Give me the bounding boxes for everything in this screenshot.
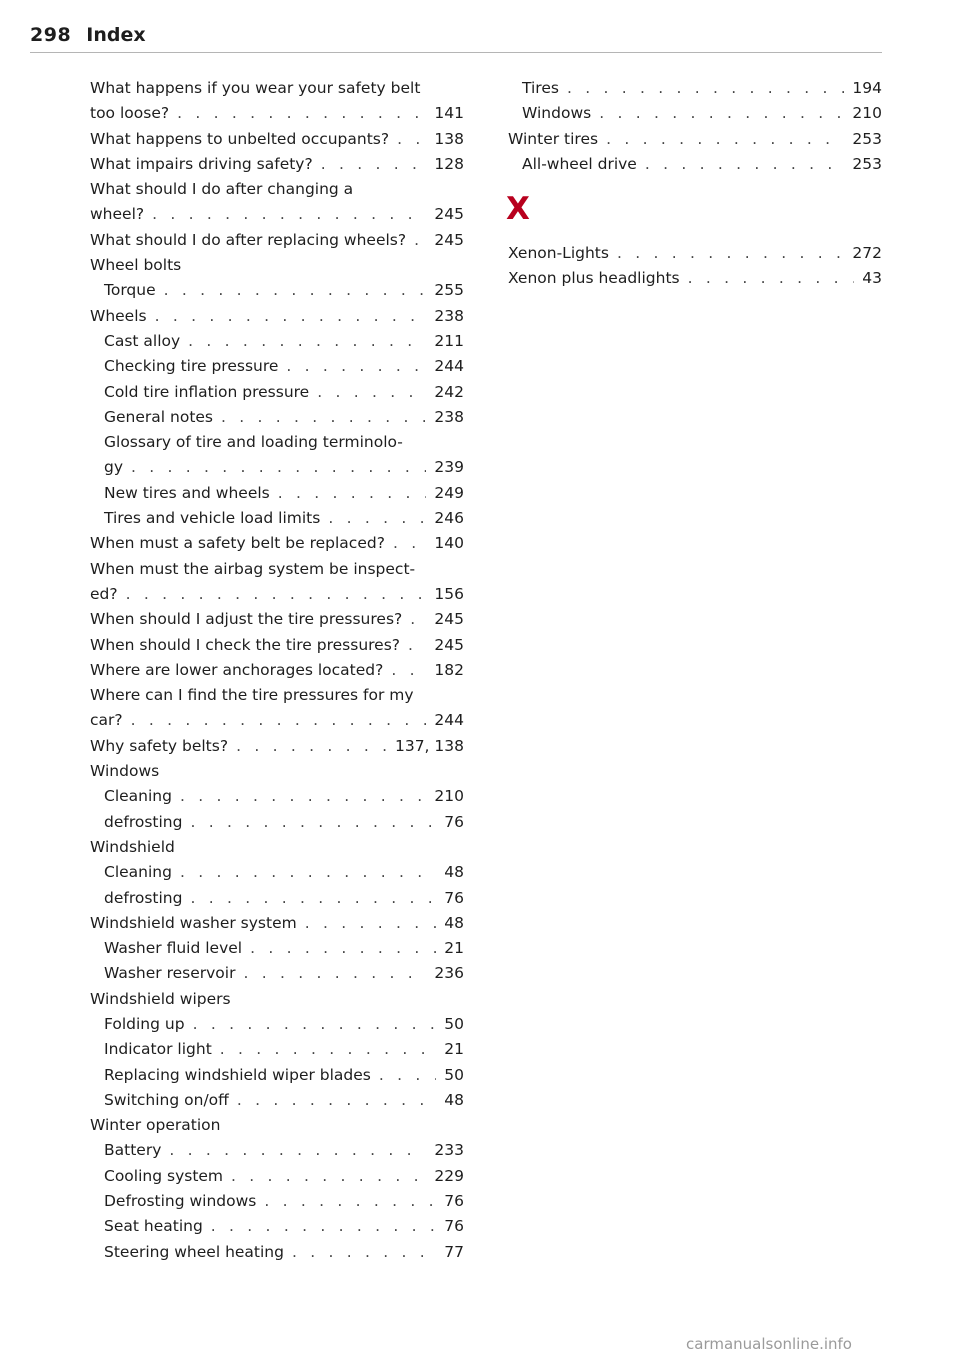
index-entry-text: too loose? <box>90 104 170 123</box>
index-entry-text: What impairs driving safety? <box>90 154 313 173</box>
dot-leader <box>188 329 426 354</box>
index-subentry <box>90 354 464 379</box>
index-entry-text: Seat heating <box>104 1217 203 1236</box>
page-reference[interactable]: 272 <box>852 244 882 263</box>
index-entry <box>90 253 464 278</box>
index-entry-text: Cleaning <box>104 863 172 882</box>
page-reference[interactable]: 21 <box>444 939 464 958</box>
index-subentry <box>90 430 464 481</box>
page-reference[interactable]: 48 <box>444 863 464 882</box>
page-reference[interactable]: 210 <box>852 104 882 123</box>
page-reference[interactable]: 253 <box>852 154 882 173</box>
dot-leader <box>379 1063 436 1088</box>
index-subentry <box>508 76 882 101</box>
index-entry-text: Windshield <box>90 837 175 856</box>
dot-leader <box>278 481 427 506</box>
index-entry <box>508 266 882 291</box>
index-entry-text: car? <box>90 711 123 730</box>
dot-leader <box>688 266 855 291</box>
index-entry <box>90 683 464 734</box>
page-reference[interactable]: 77 <box>444 1242 464 1261</box>
header-rule <box>30 52 882 53</box>
page-reference[interactable]: 76 <box>444 812 464 831</box>
index-subentry <box>90 1240 464 1265</box>
index-entry <box>90 304 464 329</box>
index-entry-text: Replacing windshield wiper blades <box>104 1065 371 1084</box>
index-entry <box>90 152 464 177</box>
dot-leader <box>410 607 426 632</box>
page-reference[interactable]: 246 <box>434 509 464 528</box>
page-reference[interactable]: 141 <box>434 104 464 123</box>
page-reference[interactable]: 245 <box>434 610 464 629</box>
page-reference[interactable]: 253 <box>852 129 882 148</box>
dot-leader <box>567 76 844 101</box>
index-entry-text: Indicator light <box>104 1040 212 1059</box>
dot-leader <box>328 506 426 531</box>
dot-leader <box>231 1164 426 1189</box>
dot-leader <box>190 810 436 835</box>
index-subentry <box>90 1164 464 1189</box>
dot-leader <box>180 860 436 885</box>
index-entry <box>508 241 882 266</box>
page-reference[interactable]: 21 <box>444 1040 464 1059</box>
page-number: 298 <box>30 24 72 46</box>
index-entry-text: Folding up <box>104 1014 185 1033</box>
page-reference[interactable]: 245 <box>434 230 464 249</box>
section-letter-x: X <box>506 191 530 228</box>
index-entry <box>90 1113 464 1138</box>
dot-leader <box>317 380 426 405</box>
index-entry <box>90 759 464 784</box>
index-entry-text: Windshield wipers <box>90 989 231 1008</box>
page-reference[interactable]: 194 <box>852 79 882 97</box>
index-entry-text: Winter operation <box>90 1116 221 1135</box>
page-reference[interactable]: 236 <box>434 964 464 983</box>
index-entry-text: Cold tire inflation pressure <box>104 382 310 401</box>
index-entry-text: Checking tire pressure <box>104 357 279 376</box>
dot-leader <box>237 1088 436 1113</box>
index-entry-text-wrapped: What happens if you wear your safety belt <box>90 79 421 97</box>
dot-leader <box>131 455 426 480</box>
index-entry-text: ed? <box>90 584 118 603</box>
index-subentry <box>90 405 464 430</box>
page-reference[interactable]: 210 <box>434 787 464 806</box>
page-reference[interactable]: 50 <box>444 1065 464 1084</box>
index-entry <box>508 127 882 152</box>
page-reference[interactable]: 229 <box>434 1166 464 1185</box>
page-reference[interactable]: 182 <box>434 660 464 679</box>
page-header <box>30 24 882 52</box>
index-entry-text: gy <box>104 458 124 477</box>
dot-leader <box>393 531 426 556</box>
dot-leader <box>221 405 426 430</box>
index-subentry <box>90 278 464 303</box>
dot-leader <box>391 658 426 683</box>
dot-leader <box>645 152 845 177</box>
page-reference[interactable]: 244 <box>434 357 464 376</box>
index-group-x <box>508 241 882 292</box>
dot-leader <box>243 961 426 986</box>
page-reference[interactable]: 245 <box>434 635 464 654</box>
index-entry-text: General notes <box>104 407 214 426</box>
page-reference[interactable]: 249 <box>434 483 464 502</box>
page-reference[interactable]: 50 <box>444 1014 464 1033</box>
dot-leader <box>617 241 844 266</box>
index-entry <box>90 658 464 683</box>
dot-leader <box>250 936 436 961</box>
index-entry-text: Cleaning <box>104 787 172 806</box>
index-entry-text: defrosting <box>104 812 183 831</box>
index-subentry <box>508 152 882 177</box>
dot-leader <box>126 582 427 607</box>
dot-leader <box>164 278 427 303</box>
dot-leader <box>211 1214 436 1239</box>
index-entry-text: New tires and wheels <box>104 483 270 502</box>
index-entry-text: Switching on/off <box>104 1090 229 1109</box>
page-reference[interactable]: 238 <box>434 306 464 325</box>
index-entry <box>90 557 464 608</box>
dot-leader <box>177 101 426 126</box>
index-subentry <box>90 329 464 354</box>
dot-leader <box>236 734 387 759</box>
index-entry-text: Tires <box>522 79 559 97</box>
dot-leader <box>286 354 426 379</box>
index-entry-text: Windows <box>522 104 592 123</box>
index-entry-text: Xenon plus headlights <box>508 269 680 288</box>
index-entry-text: Xenon-Lights <box>508 244 609 263</box>
page-reference[interactable]: 76 <box>444 888 464 907</box>
page-reference[interactable]: 245 <box>434 205 464 224</box>
index-entry <box>90 987 464 1012</box>
index-entry-text: Windows <box>90 762 160 781</box>
index-column-left <box>90 76 464 1265</box>
index-entry <box>90 835 464 860</box>
index-subentry <box>90 1012 464 1037</box>
index-entry-text: When must a safety belt be replaced? <box>90 534 385 553</box>
index-subentry <box>508 101 882 126</box>
index-subentry <box>90 1088 464 1113</box>
index-entry-text: All-wheel drive <box>522 154 637 173</box>
dot-leader <box>190 886 436 911</box>
index-entry-text-wrapped: Where can I find the tire pressures for my <box>90 686 414 705</box>
index-entry-text: When should I adjust the tire pressures? <box>90 610 403 629</box>
page-reference[interactable]: 138 <box>434 129 464 148</box>
dot-leader <box>169 1138 426 1163</box>
dot-leader <box>155 304 427 329</box>
index-entry-text: Cooling system <box>104 1166 224 1185</box>
page-reference[interactable]: 244 <box>434 711 464 730</box>
index-entry-text-wrapped: Glossary of tire and loading terminolo- <box>104 433 403 452</box>
page-reference[interactable]: 239 <box>434 458 464 477</box>
page-title: Index <box>86 24 146 46</box>
index-group-w-continued <box>508 76 882 177</box>
index-entry <box>90 177 464 228</box>
index-entry-text: Steering wheel heating <box>104 1242 284 1261</box>
index-entry <box>90 607 464 632</box>
index-subentry <box>90 380 464 405</box>
dot-leader <box>152 202 426 227</box>
dot-leader <box>193 1012 437 1037</box>
dot-leader <box>292 1240 436 1265</box>
index-subentry <box>90 886 464 911</box>
index-entry-text: wheel? <box>90 205 145 224</box>
index-subentry <box>90 961 464 986</box>
page-reference[interactable]: 233 <box>434 1141 464 1160</box>
page-reference[interactable]: 137, 138 <box>394 736 464 755</box>
page-reference[interactable]: 48 <box>444 913 464 932</box>
index-entry <box>90 127 464 152</box>
index-entry-text: Cast alloy <box>104 331 181 350</box>
dot-leader <box>321 152 427 177</box>
index-subentry <box>90 1189 464 1214</box>
dot-leader <box>414 228 426 253</box>
index-entry-text: When should I check the tire pressures? <box>90 635 401 654</box>
dot-leader <box>264 1189 436 1214</box>
index-subentry <box>90 936 464 961</box>
index-subentry <box>90 810 464 835</box>
index-entry-text: Where are lower anchorages located? <box>90 660 384 679</box>
index-subentry <box>90 1037 464 1062</box>
index-entry <box>90 76 464 127</box>
index-entry-text: Winter tires <box>508 129 599 148</box>
page-reference[interactable]: 255 <box>434 281 464 300</box>
page-reference[interactable]: 211 <box>434 331 464 350</box>
page-reference[interactable]: 76 <box>444 1192 464 1211</box>
dot-leader <box>180 784 426 809</box>
index-entry-text: Washer reservoir <box>104 964 236 983</box>
dot-leader <box>606 127 844 152</box>
dot-leader <box>397 127 426 152</box>
index-subentry <box>90 1063 464 1088</box>
index-entry <box>90 734 464 759</box>
page-reference[interactable]: 242 <box>434 382 464 401</box>
index-subentry <box>90 860 464 885</box>
index-entry-text: defrosting <box>104 888 183 907</box>
index-entry-text: What should I do after replacing wheels? <box>90 230 407 249</box>
page-reference[interactable]: 43 <box>862 269 882 288</box>
index-entry-text: What happens to unbelted occupants? <box>90 129 390 148</box>
index-subentry <box>90 481 464 506</box>
page-reference[interactable]: 48 <box>444 1090 464 1109</box>
index-subentry <box>90 784 464 809</box>
watermark: carmanualsonline.info <box>686 1335 852 1353</box>
index-subentry <box>90 1138 464 1163</box>
index-entry <box>90 531 464 556</box>
page-reference[interactable]: 76 <box>444 1217 464 1236</box>
index-entry <box>90 911 464 936</box>
index-entry-text: Defrosting windows <box>104 1192 257 1211</box>
dot-leader <box>220 1037 436 1062</box>
index-subentry <box>90 506 464 531</box>
page-reference[interactable]: 238 <box>434 407 464 426</box>
index-entry <box>90 633 464 658</box>
page-reference[interactable]: 156 <box>434 584 464 603</box>
dot-leader <box>599 101 844 126</box>
index-entry-text: Wheels <box>90 306 147 325</box>
page-reference[interactable]: 140 <box>434 534 464 553</box>
index-entry <box>90 228 464 253</box>
index-subentry <box>90 1214 464 1239</box>
index-entry-text-wrapped: When must the airbag system be inspect- <box>90 559 416 578</box>
index-entry-text-wrapped: What should I do after changing a <box>90 180 354 199</box>
index-column-right <box>508 76 882 292</box>
dot-leader <box>408 633 426 658</box>
index-entry-text: Wheel bolts <box>90 256 182 275</box>
dot-leader <box>131 708 427 733</box>
page-reference[interactable]: 128 <box>434 154 464 173</box>
index-entry-text: Washer fluid level <box>104 939 243 958</box>
dot-leader <box>305 911 437 936</box>
index-entry-text: Windshield washer system <box>90 913 297 932</box>
index-entry-text: Battery <box>104 1141 162 1160</box>
index-entry-text: Tires and vehicle load limits <box>104 509 321 528</box>
index-entry-text: Torque <box>104 281 156 300</box>
index-entry-text: Why safety belts? <box>90 736 229 755</box>
